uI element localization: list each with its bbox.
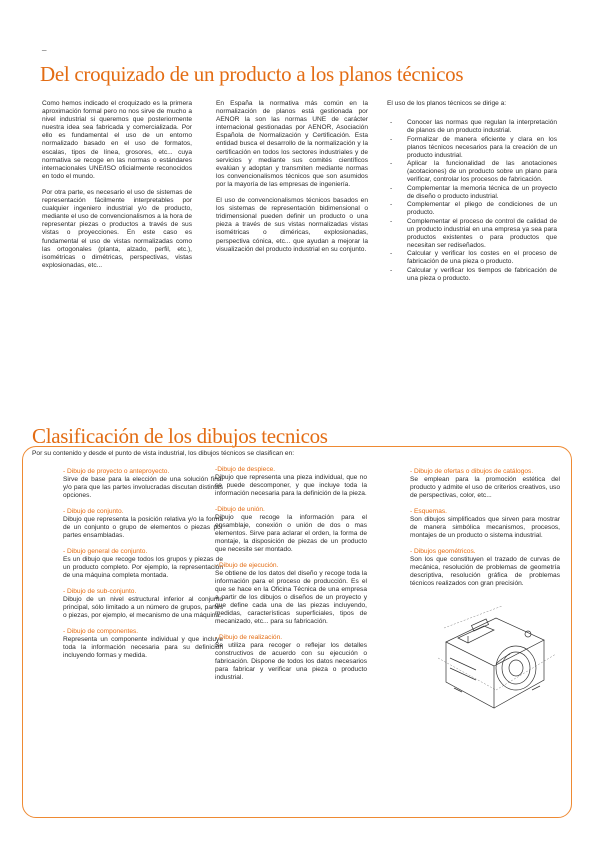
entry-heading: - Dibujo de conjunto. — [63, 508, 124, 515]
classification-entry — [215, 466, 367, 498]
entry-text: Son los que constituyen el trazado de curvas de mecánica, resolución de problemas de geometría descriptiva, resolución gráfica de problemas técnicos realizados con gran precisión. — [410, 556, 560, 587]
entry-heading: -Dibujo de unión. — [215, 506, 265, 513]
classification-entry — [63, 548, 223, 580]
list-item: - Formalizar de manera eficiente y clara en los planos técnicos necesarios para la creación de un producto industrial. — [387, 136, 557, 160]
entry-text: Sirve de base para la elección de una solución final y/o para que las partes involucradas discutan distintas opciones. — [63, 476, 223, 499]
paragraph: Por otra parte, es necesario el uso de sistemas de representación fácilmente interpretables por cualquier ingeniero industrial y/o de producto, mediante el uso de convencionalismos a la hora de representar piezas o productos a través de sus vistas o proyecciones. En este caso es fundamental el uso de vistas normalizadas como las ortogonales (planta, alzado, perfil, etc.), isométricas o dimétricas, perspectivas, vistas explosionadas, etc... — [42, 188, 192, 269]
paragraph: El uso de convencionalismos técnicos basados en los sistemas de representación bidimensional o tridimensional pueden definir un producto o una pieza a través de sus vistas normalizadas vistas isométricas o diméricas, explosionadas, perspectiva cónica, etc... que ayudan a mejorar la visualización del producto industrial en su conjunto. — [216, 197, 368, 253]
entry-text: Se obtiene de los datos del diseño y recoge toda la información para el proceso de producción. Es el que se hace en la Oficina Técnica de una empresa a partir de los dibujos o diseños de un proyecto y que define cada una de las piezas incluyendo, medidas, características superficiales, tipos de mecanizado, etc... para su fabricación. — [215, 570, 367, 625]
classification-entry — [410, 548, 560, 588]
list-lead: El uso de los planos técnicos se dirige a: — [387, 100, 507, 107]
classification-column-2 — [215, 466, 367, 690]
entry-text: Representa un componente individual y que incluye toda la información necesaria para su definición incluyendo formas y medida. — [63, 636, 223, 659]
section-title-clasificacion: Clasificación de los dibujos tecnicos — [32, 424, 328, 448]
classification-intro: Por su contenido y desde el punto de vista industrial, los dibujos técnicos se clasifican en: — [32, 450, 295, 457]
classification-entry — [215, 562, 367, 626]
classification-column-3 — [410, 468, 560, 596]
section1-column-2 — [216, 100, 368, 262]
paragraph: En España la normativa más común en la normalización de planos está gestionada por AENOR la son las normas UNE de carácter internacional gestionadas por AENOR, Asociación Española de Normalización y Certificación. Esta entidad busca el desarrollo de la normalización y la certificación en todos los sectores industriales y de servicios y mediante sus comités científicos evalúan y adoptan y transmiten mediante normas los convencionalismos técnicos que son asumidos por la mayoría de las empresas de ingeniería. — [216, 100, 368, 188]
paragraph: Como hemos indicado el croquizado es la primera aproximación formal pero no nos sirve de mucho a nivel industrial si queremos que posteriormente nuestra idea sea fabricada y comercializada. Por ello es fundamental el uso de un entorno normalizado basado en el uso de formatos, escalas, tipos de línea, grosores, etc... cuya normativa se recoge en las normas o estándares internacionales UNE/ISO oficialmente reconocidos en todo el mundo. — [42, 100, 192, 180]
entry-heading: - Dibujos geométricos. — [410, 548, 476, 555]
list-item: - Complementar la memoria técnica de un proyecto de diseño o producto industrial. — [387, 185, 557, 201]
section1-column-1 — [42, 100, 192, 278]
classification-entry — [215, 506, 367, 554]
entry-heading: - Dibujo de proyecto o anteproyecto. — [63, 468, 170, 475]
list-item: - Calcular y verificar los tiempos de fabricación de una pieza o producto. — [387, 267, 557, 283]
list-item: - Aplicar la funcionalidad de las anotaciones (acotaciones) de un producto sobre un plano para verificar, controlar los procesos de fabricación. — [387, 160, 557, 184]
page-mark: _ — [42, 42, 47, 51]
entry-heading: - Dibujo de ofertas o dibujos de catálogos. — [410, 468, 534, 475]
entry-heading: - Dibujo de realización. — [215, 634, 283, 641]
classification-entry — [63, 588, 223, 620]
classification-entry — [63, 468, 223, 500]
entry-heading: - Dibujo de sub-conjunto. — [63, 588, 137, 595]
entry-text: Dibujo que recoge la información para el ensamblaje, conexión o unión de dos o mas elementos. Sirve para aclarar el orden, la forma de montaje, la disposición de piezas de un producto que necesite ser montado. — [215, 514, 367, 553]
list-item: - Calcular y verificar los costes en el proceso de fabricación de una pieza o producto. — [387, 250, 557, 266]
classification-column-1 — [63, 468, 223, 668]
entry-heading: - Dibujo de ejecución. — [215, 562, 279, 569]
entry-heading: - Esquemas. — [410, 508, 448, 515]
list-item: - Complementar el pliego de condiciones de un producto. — [387, 201, 557, 217]
list-item: - Conocer las normas que regulan la interpretación de planos de un producto industrial. — [387, 119, 557, 135]
classification-entry — [63, 508, 223, 540]
list-item: - Complementar el proceso de control de calidad de un producto industrial en una empresa ya sea para productos existentes o para productos que necesitan ser rediseñados. — [387, 218, 557, 250]
entry-heading: - Dibujo general de conjunto. — [63, 548, 148, 555]
entry-text: Dibujo que representa la posición relativa y/o la forma de un conjunto o grupo de elementos o piezas por partes ensambladas. — [63, 516, 223, 539]
classification-entry — [215, 634, 367, 682]
entry-heading: - Dibujo de componentes. — [63, 628, 139, 635]
entry-text: Son dibujos simplificados que sirven para mostrar de manera simbólica mecanismos, procesos, montajes de un producto o sistema industrial. — [410, 516, 560, 539]
classification-entry — [410, 508, 560, 540]
isometric-camera-drawing-icon — [432, 598, 560, 716]
entry-text: Dibujo de un nivel estructural inferior al conjunto principal, sólo limitado a un número de grupos, partes o piezas, por ejemplo, el mecanismo de una máquina. — [63, 596, 223, 619]
entry-text: Dibujo que representa una pieza individual, que no se puede descomponer, y que incluye toda la información necesaria para la definición de la pieza. — [215, 474, 367, 497]
entry-text: Es un dibujo que recoge todos los grupos y piezas de un producto completo. Por ejemplo, la representación de una máquina completa montada. — [63, 556, 223, 579]
section-title-croquizado: Del croquizado de un producto a los planos técnicos — [40, 62, 464, 86]
classification-entry — [410, 468, 560, 500]
classification-entry — [63, 628, 223, 660]
entry-text: Se emplean para la promoción estética del producto y admite el uso de criterios creativos, uso de perspectivas, color, etc... — [410, 476, 560, 499]
uses-list — [387, 119, 557, 283]
entry-heading: -Dibujo de despiece. — [215, 466, 276, 473]
section1-column-3 — [387, 100, 557, 283]
entry-text: Se utiliza para recoger o reflejar los detalles constructivos de acuerdo con su ejecución o fabricación. Dispone de todos los datos necesarios para fabricar y verificar una pieza o producto industrial. — [215, 642, 367, 681]
